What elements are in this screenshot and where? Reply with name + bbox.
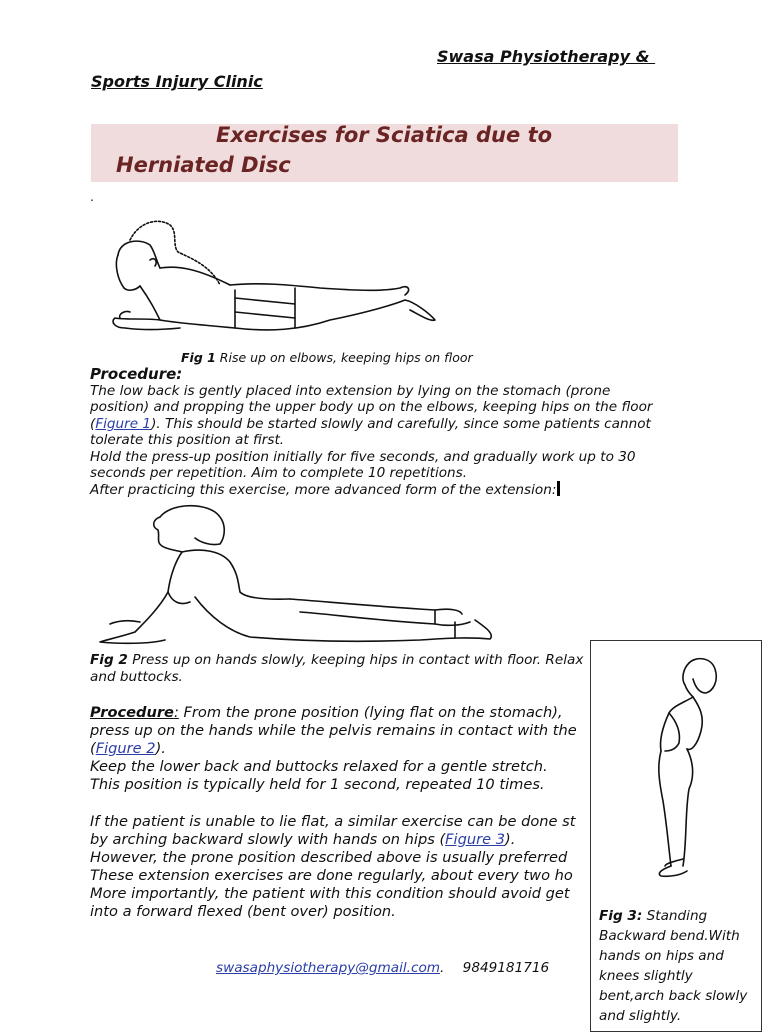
procedure1-line <box>90 416 652 432</box>
paren: ( <box>90 740 96 757</box>
procedure2-line-text: ). <box>155 740 166 757</box>
procedure2-line: press up on the hands while the pelvis remains in contact with the <box>90 722 577 739</box>
text-cursor <box>557 481 560 496</box>
figure2-caption-line: and buttocks. <box>90 668 183 685</box>
figure2-caption-line <box>90 652 583 669</box>
procedure2-line <box>90 740 577 758</box>
press-up-on-hands-illustration-icon <box>90 502 510 647</box>
stray-dot: . <box>90 190 94 204</box>
procedure1-line: position) and propping the upper body up on the elbows, keeping hips on the floor <box>90 399 653 416</box>
procedure2-body <box>90 704 577 794</box>
figure2-caption-text: Press up on hands slowly, keeping hips in contact with floor. Relax <box>127 652 584 668</box>
paragraph3-line: More importantly, the patient with this condition should avoid get <box>90 885 570 902</box>
phone-number: 9849181716 <box>462 960 550 976</box>
procedure1-line-text: After practicing this exercise, more advanced form of the extension: <box>90 482 557 499</box>
figure3-label: Fig 3: <box>599 908 643 924</box>
prone-on-elbows-illustration-icon <box>100 210 440 340</box>
paragraph3-line: If the patient is unable to lie flat, a similar exercise can be done st <box>90 813 576 830</box>
figure1-link[interactable]: Figure 1 <box>95 415 152 432</box>
figure1-caption-text: Rise up on elbows, keeping hips on floor <box>215 350 473 365</box>
figure2-link[interactable]: Figure 2 <box>95 740 156 757</box>
procedure1-line: tolerate this position at first. <box>90 432 285 449</box>
paragraph3-line-text: by arching backward slowly with hands on hips ( <box>90 831 446 848</box>
procedure1-line: The low back is gently placed into extension by lying on the stomach (prone <box>90 383 611 399</box>
procedure2-line <box>90 704 577 722</box>
page-title-line2: Herniated Disc <box>116 153 291 177</box>
paragraph3-body <box>90 813 575 921</box>
footer-separator: . <box>440 960 445 976</box>
title-banner <box>91 124 678 182</box>
standing-backward-bend-illustration-icon <box>621 651 731 891</box>
figure1-caption <box>181 350 473 365</box>
figure3-box <box>590 640 762 1032</box>
figure2-image <box>90 502 510 647</box>
procedure1-heading: Procedure: <box>90 365 183 383</box>
procedure2-colon: : <box>173 704 179 721</box>
procedure1-line: seconds per repetition. Aim to complete 10 repetitions. <box>90 465 468 482</box>
paragraph3-line: into a forward flexed (bent over) position. <box>90 903 396 920</box>
procedure2-line: Keep the lower back and buttocks relaxed for a gentle stretch. <box>90 758 548 775</box>
email-link[interactable]: swasaphysiotherapy@gmail.com <box>216 960 441 976</box>
paragraph3-line-text: ). <box>505 831 516 848</box>
clinic-name-line2: Sports Injury Clinic <box>91 72 263 91</box>
paren: ( <box>90 415 96 432</box>
procedure1-line-text: ). This should be started slowly and carefully, since some patients cannot <box>151 415 651 432</box>
figure2-caption <box>90 652 583 685</box>
figure3-link[interactable]: Figure 3 <box>445 831 506 848</box>
clinic-name-line1: Swasa Physiotherapy & <box>437 47 656 66</box>
footer-contact <box>216 960 549 976</box>
procedure1-body <box>90 383 652 499</box>
procedure1-line <box>90 481 652 498</box>
paragraph3-line: These extension exercises are done regularly, about every two ho <box>90 867 573 884</box>
figure3-caption <box>599 906 759 1026</box>
procedure2-line: This position is typically held for 1 second, repeated 10 times. <box>90 776 545 793</box>
figure1-image <box>100 210 440 340</box>
procedure2-line-text: From the prone position (lying flat on the stomach), <box>178 704 563 721</box>
figure3-caption-text: Standing Backward bend.With hands on hips and knees slightly bent,arch back slowly and slightly. <box>599 908 748 1024</box>
page-title-line1: Exercises for Sciatica due to <box>216 123 553 147</box>
paragraph3-line: However, the prone position described above is usually preferred <box>90 849 568 866</box>
paragraph3-line <box>90 831 575 849</box>
figure1-label: Fig 1 <box>181 350 216 365</box>
procedure1-line: Hold the press-up position initially for five seconds, and gradually work up to 30 <box>90 448 636 465</box>
figure2-label: Fig 2 <box>90 652 128 668</box>
procedure2-heading: Procedure <box>90 704 174 721</box>
